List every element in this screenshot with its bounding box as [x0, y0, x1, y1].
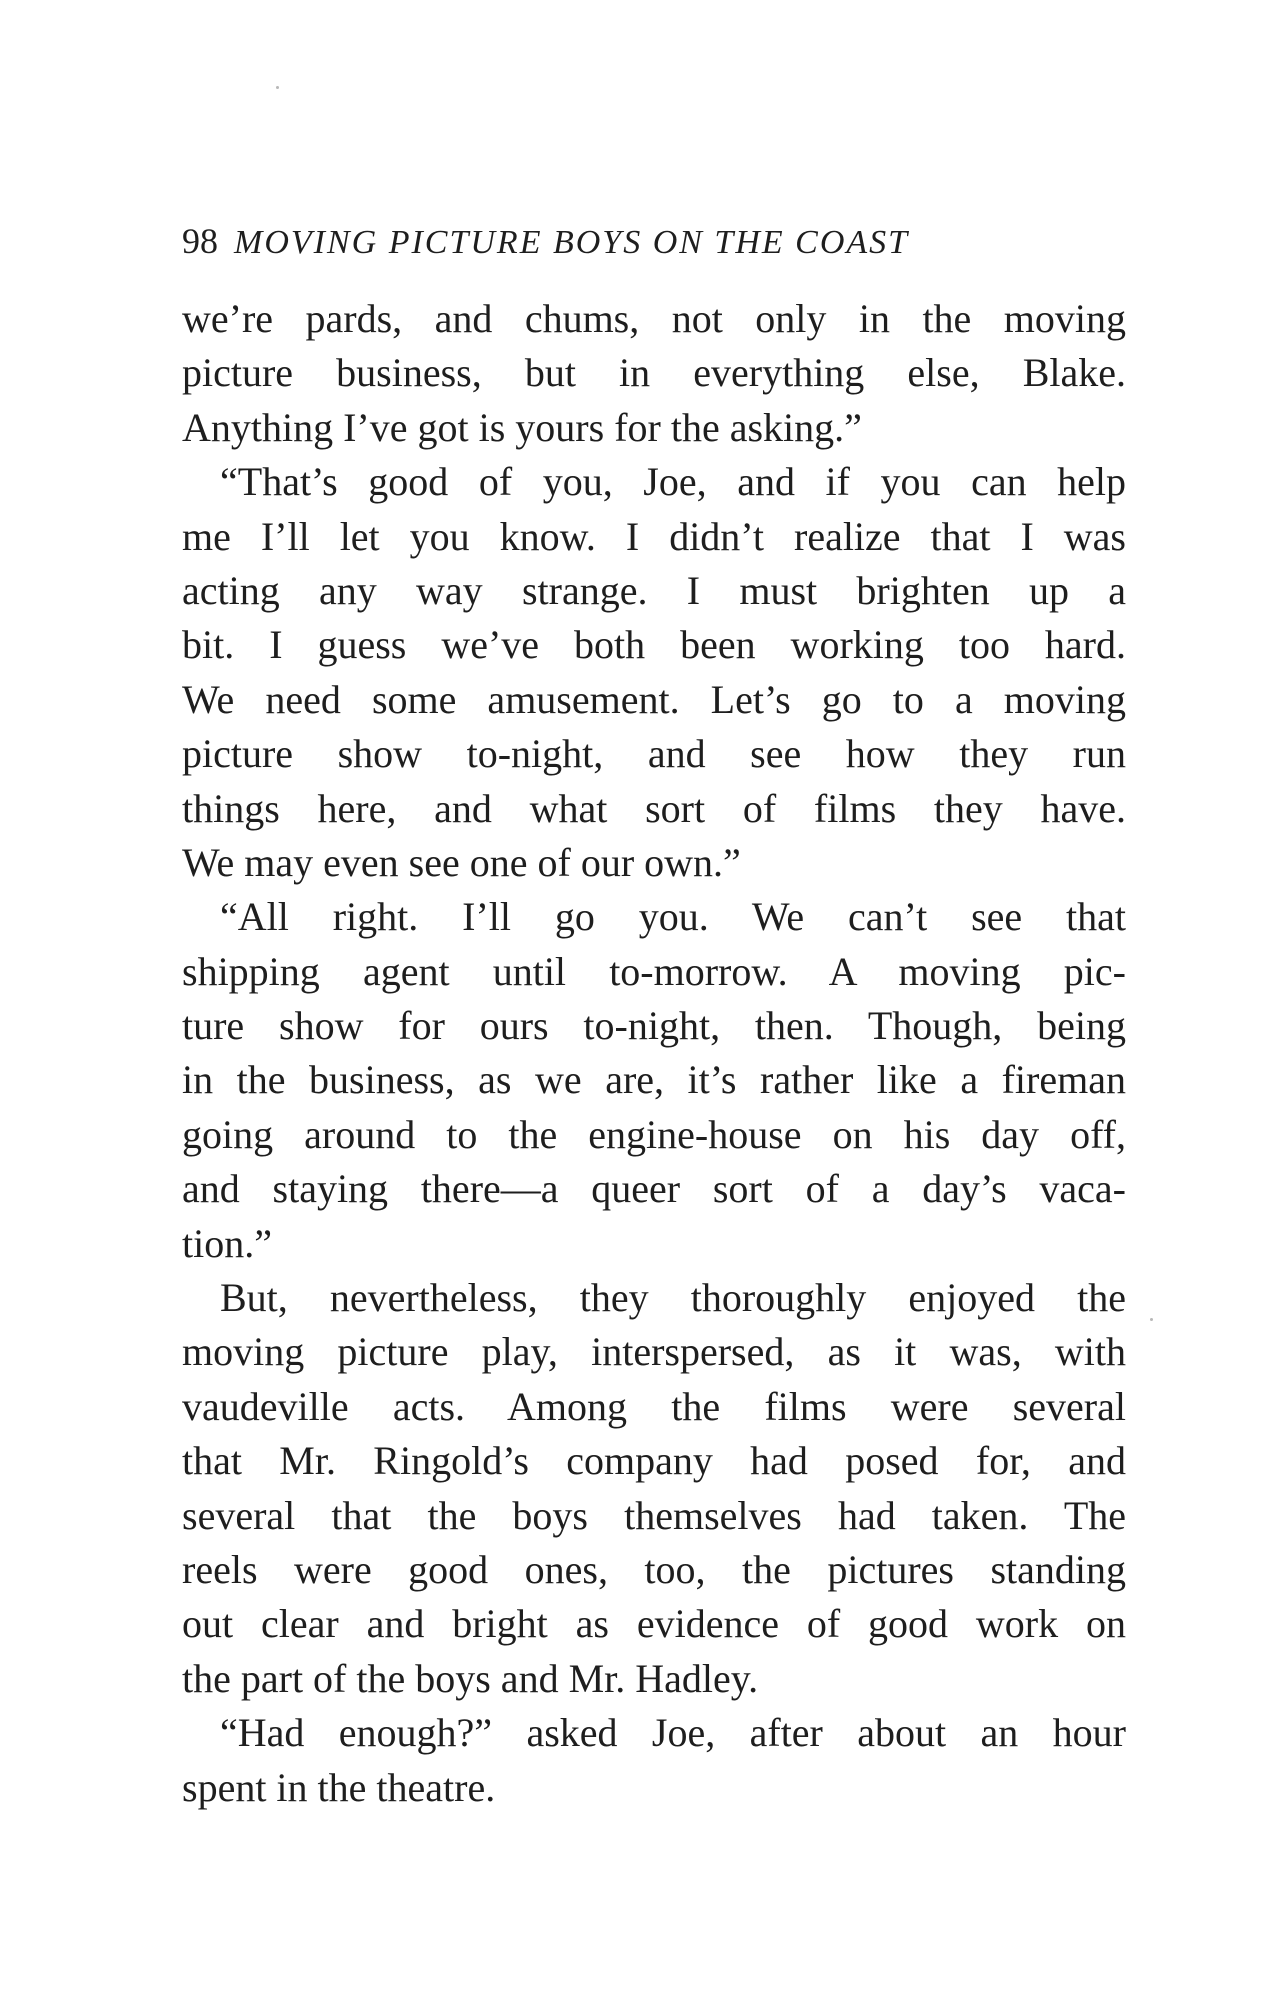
margin-speck [276, 86, 279, 89]
page-number: 98 [182, 221, 218, 261]
text-line: spent in the theatre. [182, 1764, 496, 1810]
text-line: We may even see one of our own.” [182, 839, 741, 885]
text-line: We need some amusement. Let’s go to a moving [182, 676, 1126, 722]
text-line: and staying there—a queer sort of a day’s vaca- [182, 1166, 1126, 1212]
text-line: ture show for ours to-night, then. Though, being [182, 1003, 1126, 1049]
text-line: Anything I’ve got is yours for the asking.” [182, 404, 862, 450]
text-line: “All right. I’ll go you. We can’t see that [220, 894, 1126, 940]
text-line: out clear and bright as evidence of good work on [182, 1601, 1126, 1647]
text-line: moving picture play, interspersed, as it was, with [182, 1329, 1126, 1375]
text-line: several that the boys themselves had taken. The [182, 1492, 1126, 1538]
text-line: acting any way strange. I must brighten up a [182, 567, 1126, 613]
book-title: MOVING PICTURE BOYS ON THE COAST [234, 224, 910, 261]
text-line: in the business, as we are, it’s rather like a fireman [182, 1057, 1126, 1103]
running-head [182, 216, 1082, 266]
text-line: we’re pards, and chums, not only in the moving [182, 296, 1126, 341]
text-line: me I’ll let you know. I didn’t realize that I was [182, 513, 1126, 559]
text-line: the part of the boys and Mr. Hadley. [182, 1655, 759, 1701]
text-line: picture business, but in everything else, Blake. [182, 350, 1126, 396]
text-line: picture show to-night, and see how they run [182, 731, 1126, 777]
text-line: that Mr. Ringold’s company had posed for, and [182, 1438, 1126, 1484]
text-line: “That’s good of you, Joe, and if you can help [220, 459, 1126, 505]
text-line: vaudeville acts. Among the films were several [182, 1383, 1126, 1429]
text-line: “Had enough?” asked Joe, after about an hour [220, 1710, 1126, 1756]
text-line: But, nevertheless, they thoroughly enjoyed the [220, 1275, 1126, 1321]
body-text [182, 292, 1126, 1815]
text-line: tion.” [182, 1220, 272, 1266]
margin-speck [1150, 1318, 1153, 1321]
text-line: bit. I guess we’ve both been working too hard. [182, 622, 1126, 668]
text-line: going around to the engine-house on his day off, [182, 1111, 1126, 1157]
text-line: reels were good ones, too, the pictures standing [182, 1546, 1126, 1592]
text-line: things here, and what sort of films they have. [182, 785, 1126, 831]
text-line: shipping agent until to-morrow. A moving pic- [182, 948, 1126, 994]
